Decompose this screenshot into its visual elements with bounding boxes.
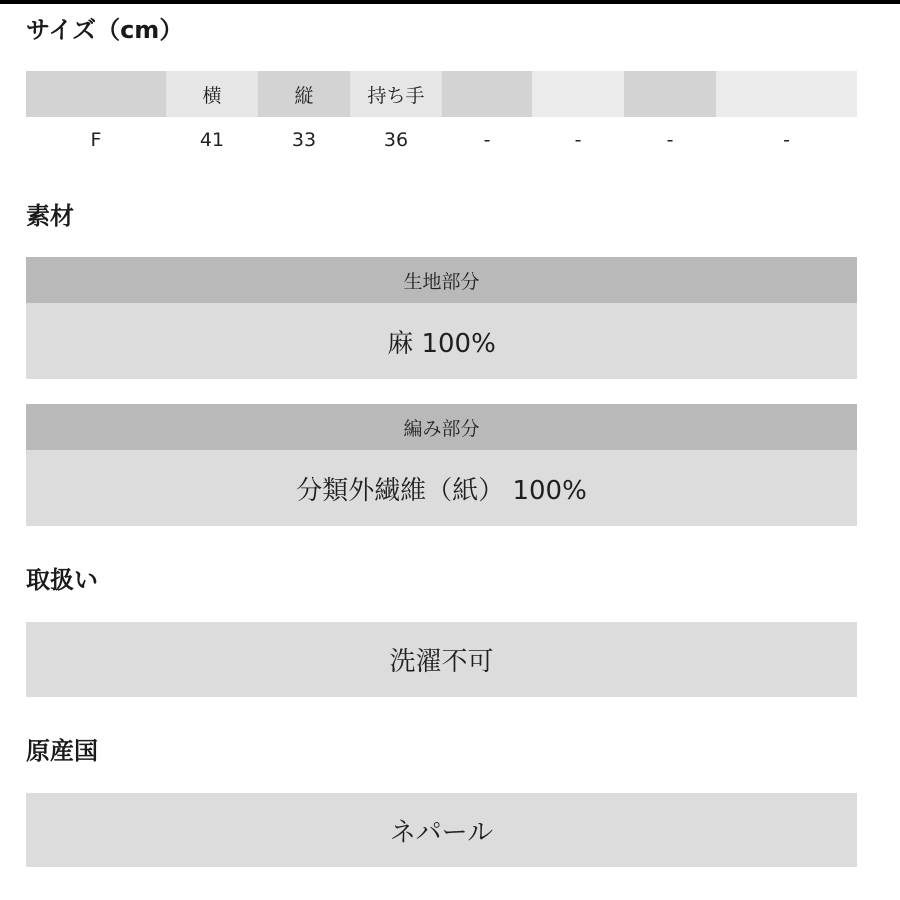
size-value-cell: - (574, 129, 582, 151)
size-header-cell (716, 71, 857, 117)
size-header-cell (532, 71, 624, 117)
size-header-height: 縦 (258, 71, 350, 117)
origin-box (26, 793, 857, 867)
handling-value: 洗濯不可 (26, 622, 857, 697)
knit-material-label: 編み部分 (26, 404, 857, 450)
fabric-material-box (26, 257, 857, 379)
fabric-material-value: 麻 100% (26, 303, 857, 379)
knit-material-value: 分類外繊維（紙） 100% (26, 450, 857, 526)
size-header-handle: 持ち手 (350, 71, 442, 117)
size-table-row (26, 122, 857, 158)
material-section-title: 素材 (26, 202, 74, 230)
size-width-value: 41 (199, 129, 225, 151)
origin-section-title: 原産国 (26, 737, 98, 765)
size-value-cell: - (783, 129, 790, 151)
handling-box (26, 622, 857, 697)
handling-section-title: 取扱い (26, 566, 98, 594)
size-handle-value: 36 (383, 129, 409, 151)
size-header-cell (624, 71, 716, 117)
size-height-value: 33 (291, 129, 317, 151)
size-header-cell (26, 71, 166, 117)
size-header-cell (442, 71, 532, 117)
size-value-cell: - (483, 129, 491, 151)
knit-material-box (26, 404, 857, 526)
size-value-cell: - (666, 129, 674, 151)
size-section-title: サイズ（cm） (26, 16, 184, 44)
size-header-width: 横 (166, 71, 258, 117)
size-label-cell: F (90, 129, 102, 151)
top-border (0, 0, 900, 4)
fabric-material-label: 生地部分 (26, 257, 857, 303)
size-table-header (26, 71, 857, 117)
origin-value: ネパール (26, 793, 857, 867)
